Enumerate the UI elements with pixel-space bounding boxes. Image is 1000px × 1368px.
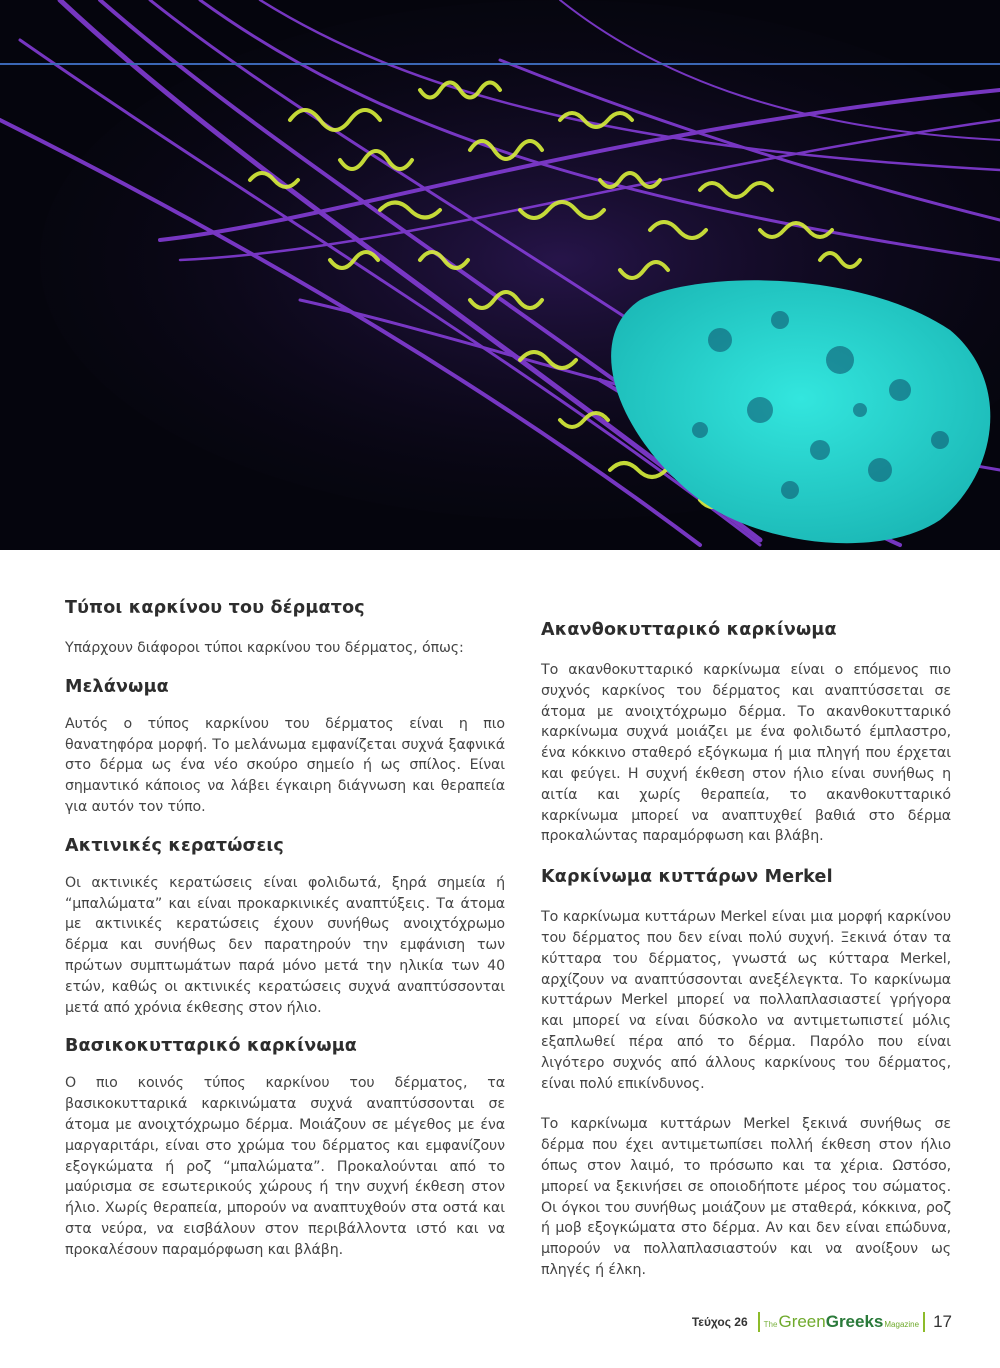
- page-number: 17: [933, 1312, 952, 1331]
- cell-illustration: [0, 0, 1000, 550]
- section-body-melanoma: Αυτός ο τύπος καρκίνου του δέρματος είναι η πιο θανατηφόρα μορφή. Το μελάνωμα εμφανίζεται συχνά ξαφνικά στο δέρμα ως ένα νέο σκούρο σημείο ή ως σπίλος. Είναι σημαντικό κάποιος να λάβει έγκαιρη διάγνωση και θεραπεία για αυτόν τον τύπο.: [65, 715, 505, 815]
- footer-divider: [758, 1312, 760, 1332]
- article-title: Τύποι καρκίνου του δέρματος: [65, 598, 365, 618]
- section-body-actinic-keratoses: Οι ακτινικές κερατώσεις είναι φολιδωτά, ξηρά σημεία ή “μπαλώματα” και είναι προκαρκινικές αναπτύξεις. Τα άτομα με ακτινικές κερατώσεις έχουν συνήθως ανοιχτόχρωμο δέρμα και συνήθως δεν παρατηρούν την εμφάνιση των πρώτων συμπτωμάτων παρά μόνο μετά την ηλικία των 40 ετών, καθώς οι ακτινικές κερατώσεις συχνά αναπτύσσονται μετά από χρόνια έκθεσης στον ήλιο.: [65, 874, 505, 1016]
- page-footer: [692, 1312, 952, 1332]
- right-column: [541, 620, 951, 1281]
- logo-green: Green: [778, 1312, 826, 1331]
- section-heading-melanoma: Μελάνωμα: [65, 676, 169, 697]
- left-column: [65, 598, 505, 1261]
- magazine-logo: [764, 1312, 919, 1332]
- section-heading-squamous-cell: Ακανθοκυτταρικό καρκίνωμα: [541, 620, 837, 640]
- hero-microscopy-image: [0, 0, 1000, 550]
- footer-divider-2: [923, 1312, 925, 1332]
- section-body-squamous-cell: Το ακανθοκυτταρικό καρκίνωμα είναι ο επόμενος πιο συχνός καρκίνος του δέρματος και αναπτύσσεται σε άτομα με ανοιχτόχρωμο δέρμα. Το ακανθοκυτταρικό καρκίνωμα συχνά μοιάζει με ένα φολιδωτό έμπλαστρο, ένα κόκκινο σταθερό εξόγκωμα ή μια πληγή που έρχεται και φεύγει. Η συχνή έκθεση στον ήλιο είναι συνήθως η αιτία και χωρίς θεραπεία, το ακανθοκυτταρικό καρκίνωμα μπορεί να αναπτυχθεί βαθιά στο δέρμα προκαλώντας παραμόρφωση και βλάβη.: [541, 662, 951, 845]
- article-intro: Υπάρχουν διάφοροι τύποι καρκίνου του δέρματος, όπως:: [65, 640, 464, 656]
- header-rule: [0, 63, 1000, 65]
- logo-magazine: Magazine: [884, 1320, 920, 1329]
- section-body-merkel-cell-continued: Το καρκίνωμα κυττάρων Merkel ξεκινά συνήθως σε δέρμα που έχει αντιμετωπίσει πολλή έκθεση στον ήλιο όπως στον λαιμό, το πρόσωπο και τα χέρια. Ωστόσο, μπορεί να ξεκινήσει σε οποιοδήποτε μέρος του σώματος. Οι όγκοι του συνήθως μοιάζουν με σταθερά, κόκκινα, ροζ ή μοβ εξογκώματα στο δέρμα. Αν και δεν είναι επώδυνα, μπορούν να πολλαπλασιαστούν και να ανοίξουν ως πληγές ή έλκη.: [541, 1116, 951, 1278]
- issue-number: Τεύχος 26: [691, 1315, 748, 1329]
- logo-greeks: Greeks: [825, 1312, 884, 1331]
- section-body-basal-cell: Ο πιο κοινός τύπος καρκίνου του δέρματος, τα βασικοκυτταρικά καρκινώματα συχνά αναπτύσσονται σε άτομα με ανοιχτόχρωμο δέρμα. Μοιάζουν σε μέγεθος με ένα μαργαριτάρι, είναι στο χρώμα του δέρματος και εμφανίζουν εξογκώματα ή ροζ “μπαλώματα”. Προκαλούνται από το μαύρισμα σε εσωτερικούς χώρους ή την συχνή έκθεση στον ήλιο. Χωρίς θεραπεία, μπορούν να αναπτυχθούν στα οστά και στα νεύρα, να εισβάλουν στον περιβάλλοντα ιστό και να προκαλέσουν παραμόρφωση και βλάβη.: [65, 1075, 505, 1258]
- section-heading-merkel-cell: Καρκίνωμα κυττάρων Merkel: [541, 867, 833, 888]
- logo-the: The: [763, 1320, 778, 1329]
- section-body-merkel-cell: Το καρκίνωμα κυττάρων Merkel είναι μια μορφή καρκίνου του δέρματος που δεν είναι πολύ συχνή. Ξεκινά όταν τα κύτταρα του δέρματος, γνωστά ως κύτταρα Merkel, αρχίζουν να αναπτύσσονται ανεξέλεγκτα. Το καρκίνωμα κυττάρων Merkel μπορεί να πολλαπλασιαστεί γρήγορα και μπορεί να είναι δύσκολο να αντιμετωπιστεί μόλις εξαπλωθεί πέρα από το δέρμα. Παρόλο που είναι λιγότερο συχνός από άλλους καρκίνους του δέρματος, είναι πολύ επικίνδυνος.: [541, 909, 951, 1092]
- section-heading-basal-cell: Βασικοκυτταρικό καρκίνωμα: [65, 1036, 358, 1057]
- section-heading-actinic-keratoses: Ακτινικές κερατώσεις: [65, 835, 285, 856]
